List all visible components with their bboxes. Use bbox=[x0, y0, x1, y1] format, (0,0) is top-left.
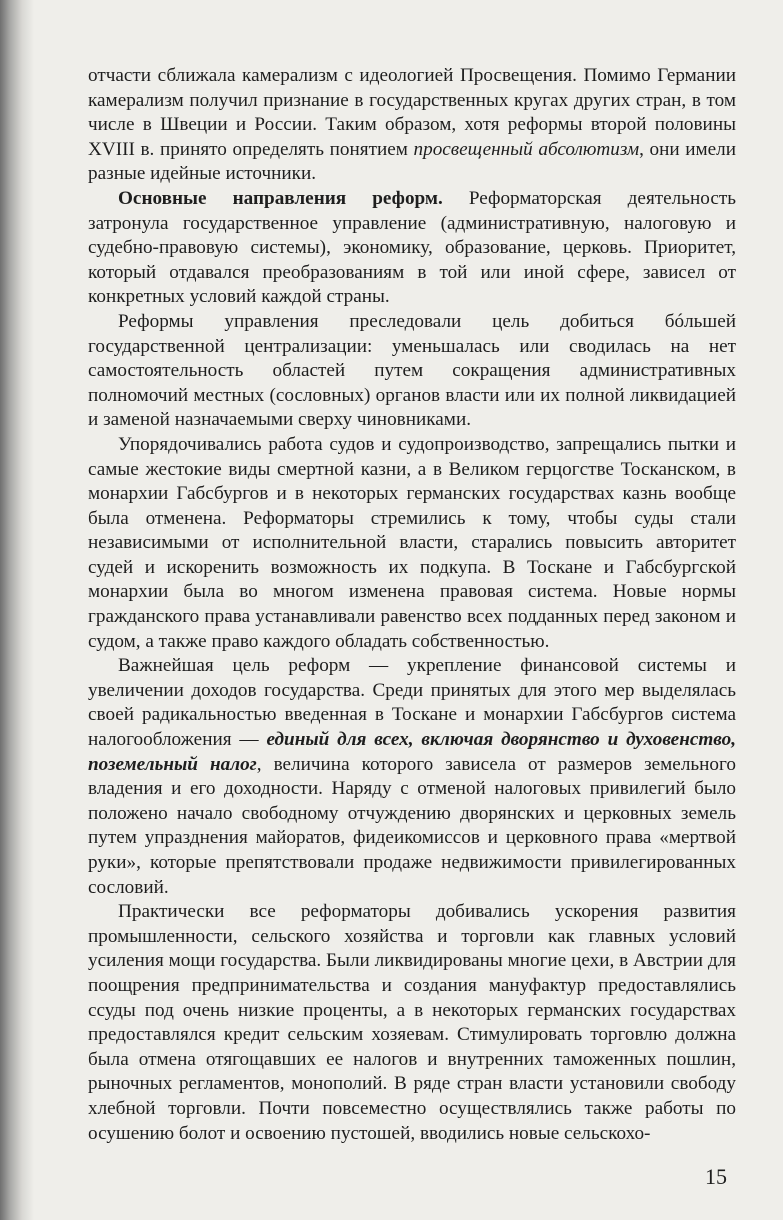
text-run: Важнейшая цель реформ — укрепление финансовой системы и увеличении доходов государства. Среди принятых для этого мер выделялась своей радикальностью введенная в Тоскане и монархии Габсбургов система налогообложения — bbox=[88, 655, 736, 751]
paragraph bbox=[88, 900, 736, 1146]
text-run: Реформы управления преследовали цель добиться бóльшей государственной централизации: уменьшалась или сводилась на нет самостоятельность областей путем сокращения административных полномочий местных (сословных) органов власти или их полной ликвидацией и заменой назначаемыми сверху чиновниками. bbox=[88, 310, 736, 431]
paragraph bbox=[88, 654, 736, 900]
text-run: , величина которого зависела от размеров земельного владения и его доходности. Наряду с отменой налоговых привилегий было положено начало свободному отчуждению дворянских и церковных земель путем упразднения майоратов, фидеикомиссов и церковного права «мертвой руки», которые препятствовали продаже недвижимости привилегированных сословий. bbox=[88, 753, 736, 898]
section-heading: Основные направления реформ. bbox=[118, 187, 443, 209]
term-enlightened-absolutism: просвещенный абсолютизм bbox=[413, 138, 640, 160]
text-run: Упорядочивались работа судов и судопроизводство, запрещались пытки и самые жестокие виды смертной казни, а в Великом герцогстве Тосканском, в монархии Габсбургов и в некоторых германских государствах казнь вообще была отменена. Реформаторы стремились к тому, чтобы суды стали независимыми от исполнительной власти, старались повысить авторитет судей и искоренить возможность их подкупа. В Тоскане и Габсбургской монархии была во многом изменена правовая система. Новые нормы гражданского права устанавливали равенство всех подданных перед законом и судом, а также право каждого обладать собственностью. bbox=[88, 433, 736, 652]
term-land-tax: единый для всех, включая дворянство и духовенство, поземельный налог bbox=[88, 729, 737, 775]
text-run: Практически все реформаторы добивались ускорения развития промышленности, сельского хозяйства и торговли как главных условий усиления мощи государства. Были ликвидированы многие цехи, в Австрии для поощрения предпринимательства и создания мануфактур предоставлялись ссуды под очень низкие проценты, а в некоторых германских государствах предоставлялся кредит сельским хозяевам. Стимулировать торговлю должна была отмена отягощавших ее налогов и внутренних таможенных пошлин, рыночных регламентов, монополий. В ряде стран власти установили свободу хлебной торговли. Почти повсеместно осуществлялись также работы по осушению болот и освоению пустошей, вводились новые сельскохо- bbox=[88, 901, 736, 1144]
binding-shadow bbox=[0, 0, 34, 1220]
body-text bbox=[88, 64, 736, 1146]
page-number: 15 bbox=[705, 1164, 727, 1189]
paragraph bbox=[88, 187, 736, 310]
paragraph bbox=[88, 64, 736, 187]
text-run: , они имели разные идейные источники. bbox=[88, 138, 736, 185]
paragraph bbox=[88, 310, 736, 433]
text-run: Реформаторская деятельность затронула государственное управление (административную, налоговую и судебно-правовую системы), экономику, образование, церковь. Приоритет, который отдавался преобразованиям в той или иной сфере, зависел от конкретных условий каждой страны. bbox=[88, 187, 736, 308]
text-run: отчасти сближала камерализм с идеологией Просвещения. Помимо Германии камерализм получил признание в государственных кругах других стран, в том числе в Швеции и России. Таким образом, хотя реформы второй половины XVIII в. принято определять понятием bbox=[88, 65, 736, 160]
paragraph bbox=[88, 433, 736, 654]
